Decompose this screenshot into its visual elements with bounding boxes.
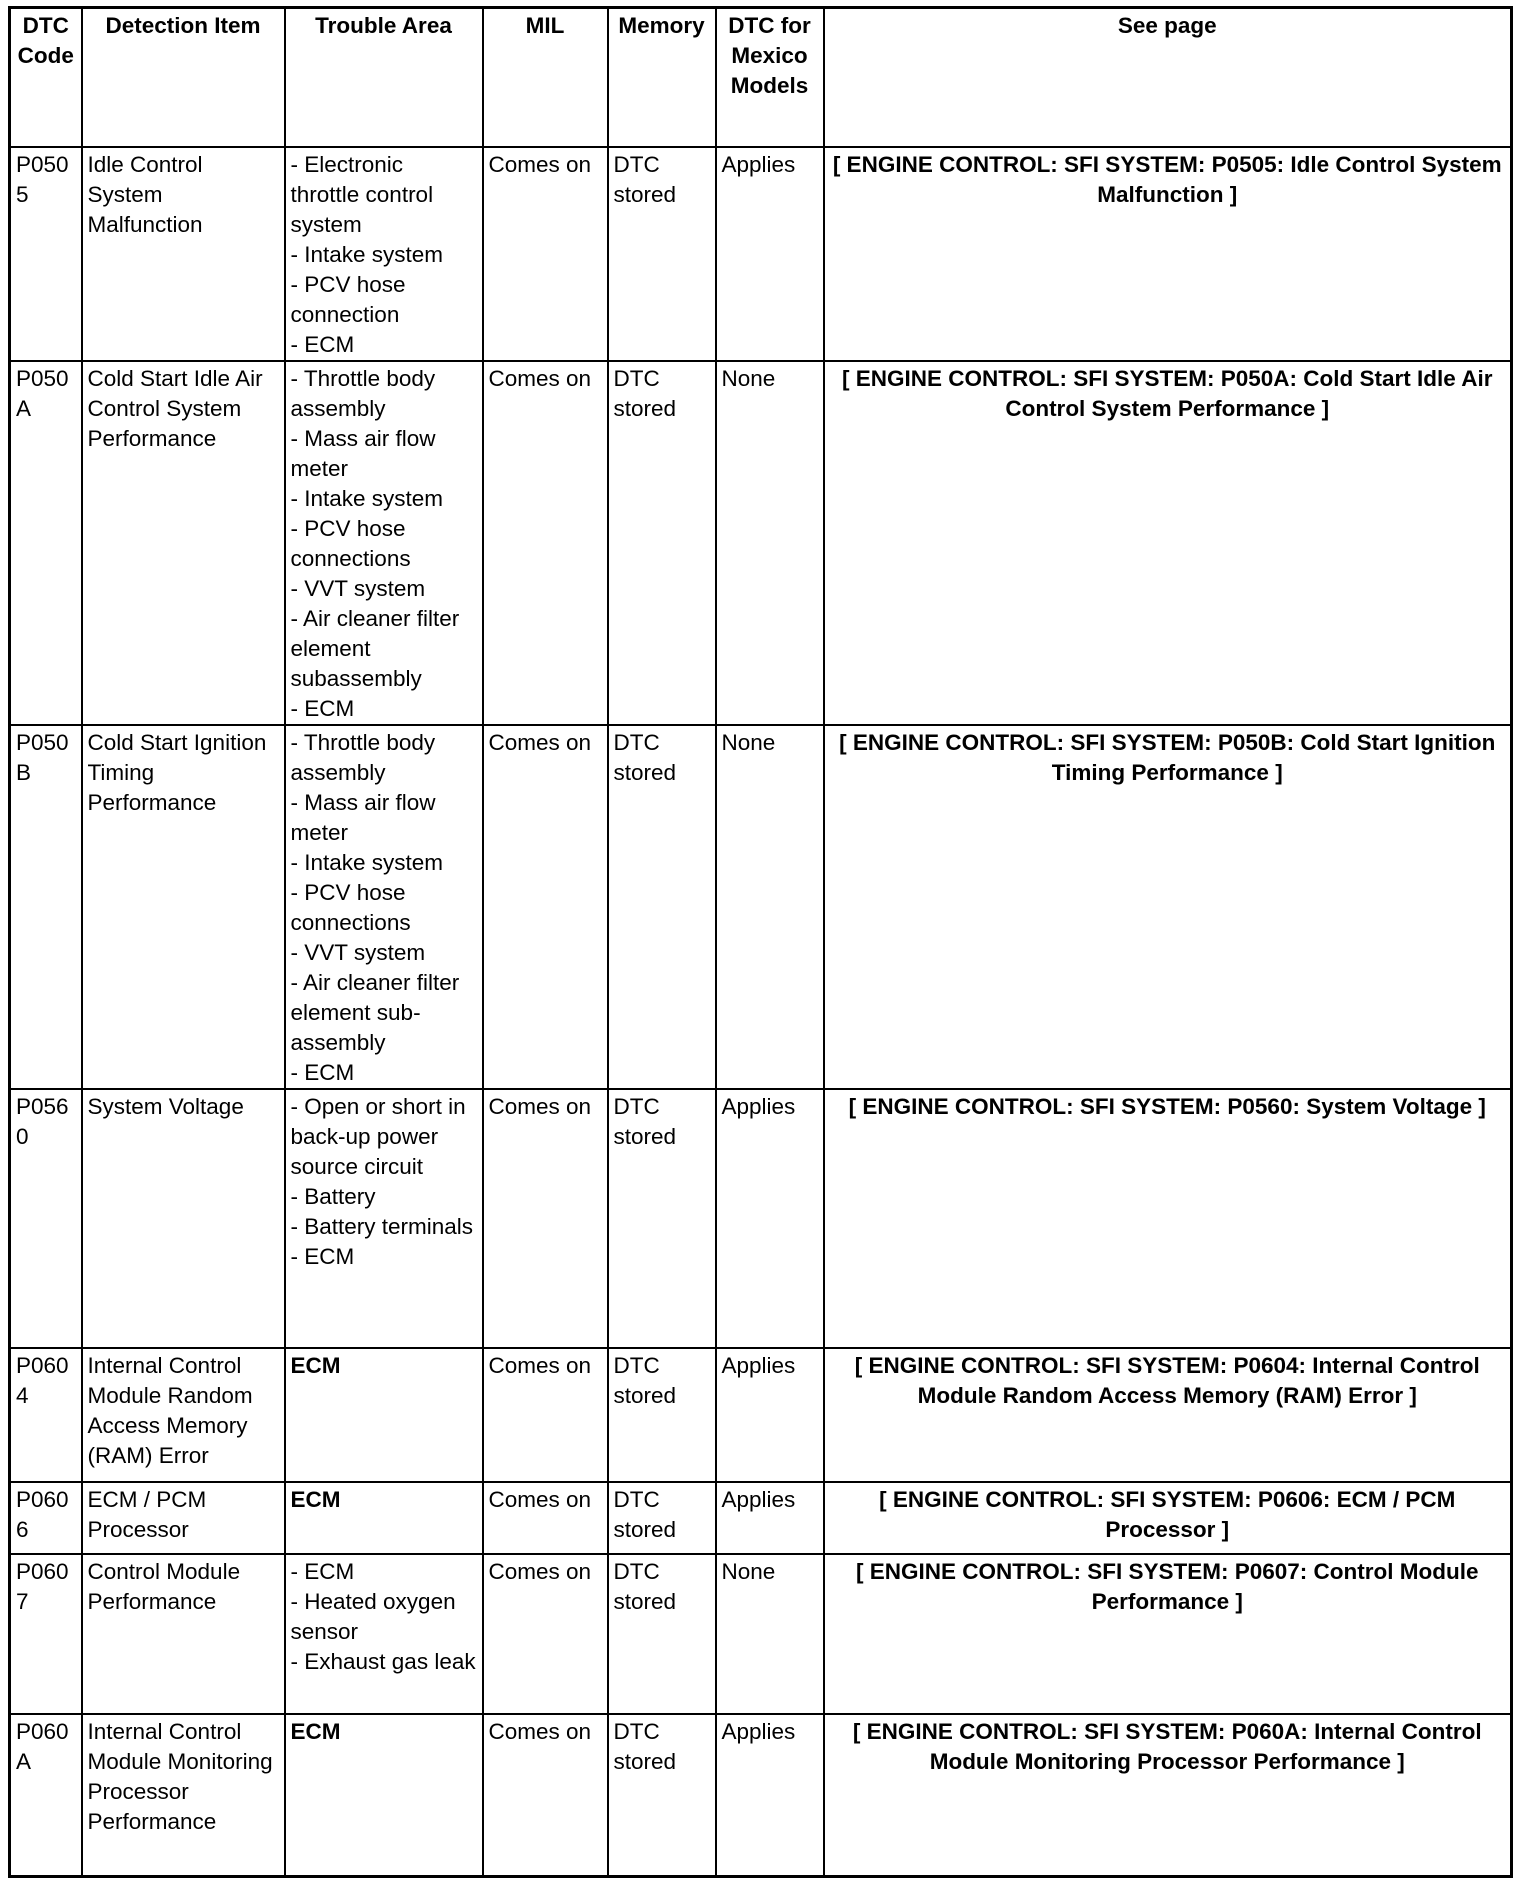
cell-detection-item: ECM / PCM Processor (82, 1482, 285, 1554)
cell-dtc-mexico: Applies (716, 147, 824, 361)
table-row (10, 1482, 1512, 1554)
cell-memory: DTC stored (608, 1482, 716, 1554)
cell-mil: Comes on (483, 1089, 608, 1348)
cell-dtc-mexico: Applies (716, 1714, 824, 1876)
trouble-line: - Throttle body assembly (290, 366, 436, 421)
cell-memory: DTC stored (608, 1554, 716, 1714)
cell-trouble-area (285, 1089, 483, 1348)
cell-dtc-mexico: None (716, 725, 824, 1089)
see-page-link[interactable]: [ ENGINE CONTROL: SFI SYSTEM: P0505: Idle Control System Malfunction ] (824, 147, 1512, 361)
cell-dtc-code: P0607 (10, 1554, 82, 1714)
cell-detection-item: Internal Control Module Random Access Memory (RAM) Error (82, 1348, 285, 1482)
cell-dtc-code: P050A (10, 361, 82, 725)
cell-dtc-code: P0560 (10, 1089, 82, 1348)
trouble-line: - Air cleaner filter element sub-assembly (290, 970, 460, 1055)
cell-dtc-mexico: Applies (716, 1089, 824, 1348)
header-see-page: See page (824, 8, 1512, 148)
trouble-line: - ECM (290, 332, 355, 357)
table-header-row (10, 8, 1512, 148)
cell-dtc-code: P060A (10, 1714, 82, 1876)
cell-memory: DTC stored (608, 725, 716, 1089)
trouble-line: - ECM (290, 1559, 355, 1584)
cell-dtc-code: P050B (10, 725, 82, 1089)
trouble-line: - ECM (290, 696, 355, 721)
cell-trouble-area (285, 1482, 483, 1554)
cell-mil: Comes on (483, 725, 608, 1089)
see-page-link[interactable]: [ ENGINE CONTROL: SFI SYSTEM: P050B: Cold Start Ignition Timing Performance ] (824, 725, 1512, 1089)
trouble-line: - Throttle body assembly (290, 730, 436, 785)
see-page-link[interactable]: [ ENGINE CONTROL: SFI SYSTEM: P0604: Internal Control Module Random Access Memory (RAM) Error ] (824, 1348, 1512, 1482)
cell-mil: Comes on (483, 361, 608, 725)
trouble-line: - Air cleaner filter element subassembly (290, 606, 460, 691)
cell-mil: Comes on (483, 1482, 608, 1554)
cell-detection-item: Idle Control System Malfunction (82, 147, 285, 361)
trouble-line: - PCV hose connections (290, 880, 411, 935)
cell-dtc-code: P0604 (10, 1348, 82, 1482)
trouble-line: - Battery (290, 1184, 376, 1209)
cell-dtc-mexico: Applies (716, 1482, 824, 1554)
table-row (10, 1554, 1512, 1714)
trouble-line: - Open or short in back-up power source circuit (290, 1094, 466, 1179)
cell-memory: DTC stored (608, 1714, 716, 1876)
header-memory: Memory (608, 8, 716, 148)
cell-mil: Comes on (483, 1714, 608, 1876)
header-dtc-mexico: DTC for Mexico Models (716, 8, 824, 148)
cell-trouble-area (285, 147, 483, 361)
table-row (10, 1714, 1512, 1876)
trouble-line: ECM (290, 1353, 341, 1378)
trouble-line: - Intake system (290, 486, 444, 511)
cell-detection-item: System Voltage (82, 1089, 285, 1348)
see-page-link[interactable]: [ ENGINE CONTROL: SFI SYSTEM: P050A: Cold Start Idle Air Control System Performance ] (824, 361, 1512, 725)
cell-dtc-mexico: None (716, 361, 824, 725)
cell-mil: Comes on (483, 1554, 608, 1714)
trouble-line: ECM (290, 1719, 341, 1744)
trouble-line: - Mass air flow meter (290, 426, 436, 481)
trouble-line: - Heated oxygen sensor (290, 1589, 456, 1644)
table-row (10, 1089, 1512, 1348)
dtc-table-sheet (8, 6, 1513, 1878)
trouble-line: ECM (290, 1487, 341, 1512)
cell-trouble-area (285, 361, 483, 725)
cell-mil: Comes on (483, 1348, 608, 1482)
see-page-link[interactable]: [ ENGINE CONTROL: SFI SYSTEM: P0560: System Voltage ] (824, 1089, 1512, 1348)
trouble-line: - Intake system (290, 850, 444, 875)
cell-dtc-mexico: Applies (716, 1348, 824, 1482)
trouble-line: - Electronic throttle control system (290, 152, 434, 237)
header-dtc-code: DTC Code (10, 8, 82, 148)
trouble-line: - VVT system (290, 940, 426, 965)
trouble-line: - Battery terminals (290, 1214, 474, 1239)
cell-memory: DTC stored (608, 361, 716, 725)
cell-trouble-area (285, 725, 483, 1089)
cell-dtc-code: P0505 (10, 147, 82, 361)
trouble-line: - ECM (290, 1244, 355, 1269)
trouble-line: - Intake system (290, 242, 444, 267)
cell-detection-item: Cold Start Ignition Timing Performance (82, 725, 285, 1089)
see-page-link[interactable]: [ ENGINE CONTROL: SFI SYSTEM: P0607: Control Module Performance ] (824, 1554, 1512, 1714)
cell-detection-item: Internal Control Module Monitoring Processor Performance (82, 1714, 285, 1876)
table-row (10, 1348, 1512, 1482)
trouble-line: - VVT system (290, 576, 426, 601)
cell-trouble-area (285, 1348, 483, 1482)
cell-mil: Comes on (483, 147, 608, 361)
trouble-line: - ECM (290, 1060, 355, 1085)
table-row (10, 361, 1512, 725)
cell-memory: DTC stored (608, 1348, 716, 1482)
cell-memory: DTC stored (608, 1089, 716, 1348)
cell-trouble-area (285, 1554, 483, 1714)
cell-detection-item: Control Module Performance (82, 1554, 285, 1714)
cell-dtc-mexico: None (716, 1554, 824, 1714)
table-row (10, 147, 1512, 361)
trouble-line: - PCV hose connection (290, 272, 406, 327)
header-detection-item: Detection Item (82, 8, 285, 148)
trouble-line: - Mass air flow meter (290, 790, 436, 845)
trouble-line: - PCV hose connections (290, 516, 411, 571)
table-row (10, 725, 1512, 1089)
cell-dtc-code: P0606 (10, 1482, 82, 1554)
trouble-line: - Exhaust gas leak (290, 1649, 476, 1674)
dtc-table (8, 6, 1513, 1878)
header-mil: MIL (483, 8, 608, 148)
cell-memory: DTC stored (608, 147, 716, 361)
header-trouble-area: Trouble Area (285, 8, 483, 148)
see-page-link[interactable]: [ ENGINE CONTROL: SFI SYSTEM: P0606: ECM / PCM Processor ] (824, 1482, 1512, 1554)
see-page-link[interactable]: [ ENGINE CONTROL: SFI SYSTEM: P060A: Internal Control Module Monitoring Processor Performance ] (824, 1714, 1512, 1876)
cell-detection-item: Cold Start Idle Air Control System Performance (82, 361, 285, 725)
cell-trouble-area (285, 1714, 483, 1876)
